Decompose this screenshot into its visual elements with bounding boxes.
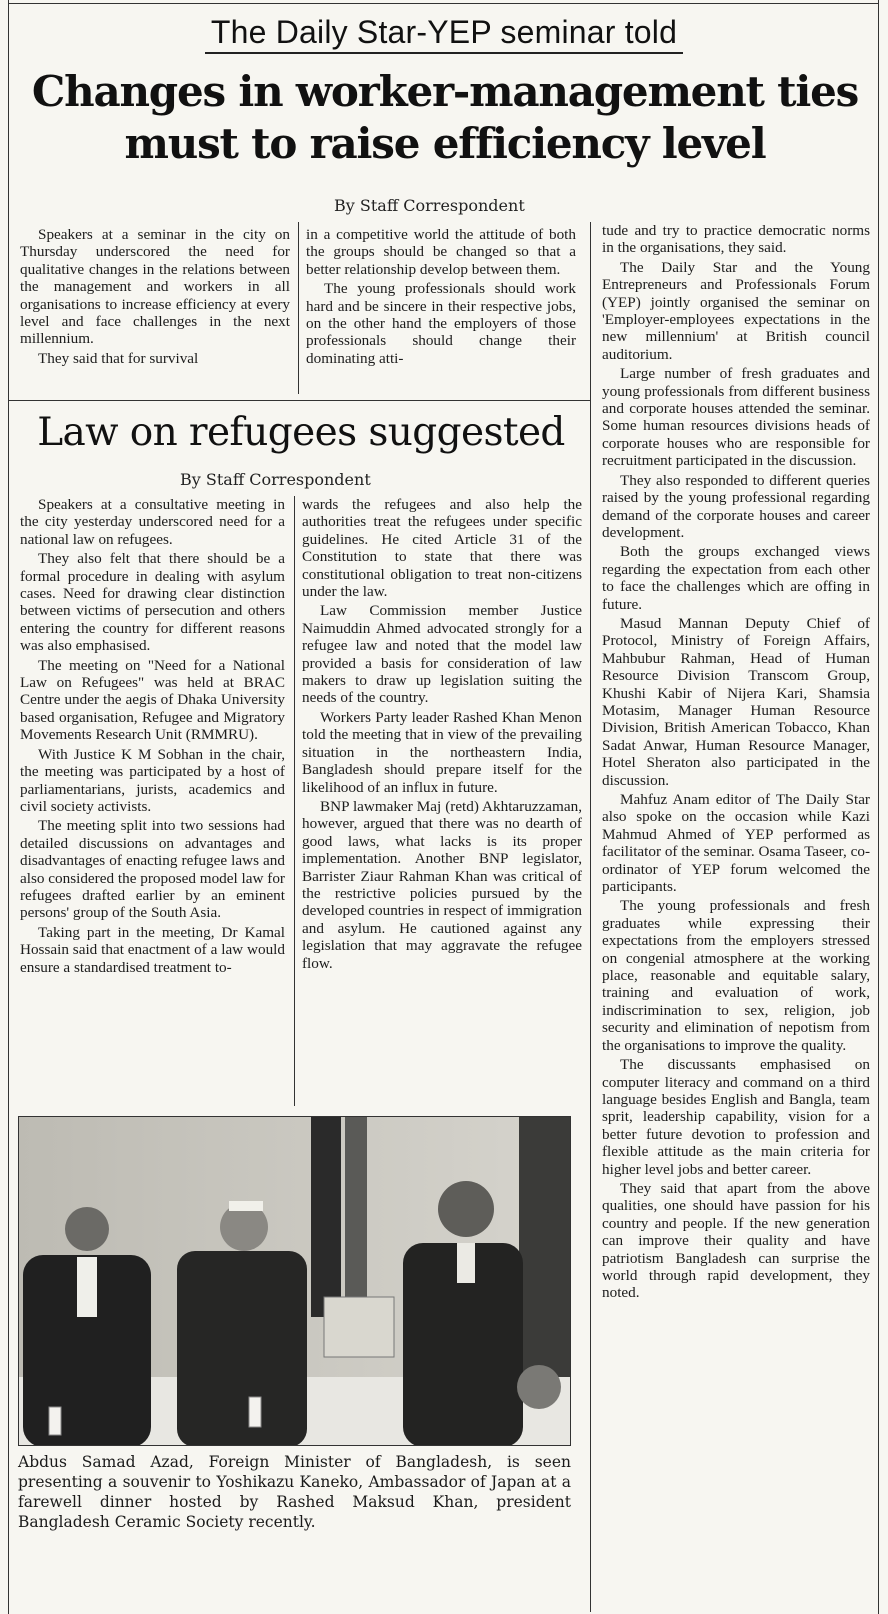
story-column-2	[306, 226, 576, 392]
story-column-1	[20, 226, 290, 392]
story-column-3	[602, 222, 870, 1610]
left-border	[8, 0, 9, 1614]
right-border	[878, 0, 879, 1614]
paragraph: BNP lawmaker Maj (retd) Akhtaruzzaman, however, argued that there was no dearth of good laws, what lacks is its proper implementation. Another BNP legislator, Barrister Ziaur Rahman Khan was critical of the restrictive policies pursued by the developed countries in respect of immigration and asylum. He cautioned against any legislation that may aggravate the refugee flow.	[302, 797, 582, 972]
paragraph: Speakers at a seminar in the city on Thursday underscored the need for qualitative changes in the relations between the management and workers in all organisations to increase efficiency at every level and face challenges in the next millennium.	[20, 226, 290, 348]
paragraph: Mahfuz Anam editor of The Daily Star also spoke on the occasion while Kazi Mahmud Ahmed of YEP performed as facilitator of the seminar. Osama Taseer, co-ordinator of YEP forum welcomed the participants.	[602, 791, 870, 896]
refugee-column-1	[20, 496, 285, 1106]
paragraph: Workers Party leader Rashed Khan Menon told the meeting that in view of the prevailing situation in the northeastern India, Bangladesh should prepare itself for the likelihood of an influx in future.	[302, 708, 582, 796]
news-photo	[18, 1116, 571, 1446]
column-divider	[590, 222, 591, 1612]
paragraph: Masud Mannan Deputy Chief of Protocol, Ministry of Foreign Affairs, Mahbubur Rahman, Head of Human Resource Division Transcom Group, Khushi Kabir of Nijera Kari, Shamsia Motasim, Manager Human Resource Division, British American Tobacco, Khan Sadat Anwar, Human Resource Manager, Hotel Sheraton also participated in the discussion.	[602, 614, 870, 789]
top-rule	[8, 3, 878, 4]
refugee-byline: By Staff Correspondent	[180, 470, 371, 489]
paragraph: They said that for survival	[38, 349, 199, 367]
paragraph: The discussants emphasised on computer literacy and command on a third language besides English and Bangla, team sprit, leadership capability, vision for a better future devotion to profession and flexible attitude as the main criteria for higher level jobs and better career.	[602, 1056, 870, 1178]
paragraph: They also felt that there should be a formal procedure in dealing with asylum cases. Need for drawing clear distinction between victims of persecution and others entering the country for different reasons was also emphasised.	[20, 550, 285, 655]
paragraph: The young professionals should work hard and be sincere in their respective jobs, on the other hand the employers of those professionals should change their dominating atti-	[306, 280, 576, 367]
paragraph: in a competitive world the attitude of both the groups should be changed so that a better relationship develop between them.	[306, 226, 576, 278]
paragraph: wards the refugees and also help the authorities treat the refugees under specific guidelines. He cited Article 31 of the Constitution to state that there was constitutional obligation to treat non-citizens under the law.	[302, 496, 582, 601]
story-byline: By Staff Correspondent	[334, 196, 525, 215]
column-divider	[294, 496, 295, 1106]
paragraph: They also responded to different queries raised by the young professional regarding demand of the corporate houses and career development.	[602, 471, 870, 541]
refugee-headline: Law on refugees suggested	[37, 410, 565, 455]
photo-caption: Abdus Samad Azad, Foreign Minister of Bangladesh, is seen presenting a souvenir to Yoshikazu Kaneko, Ambassador of Japan at a farewell dinner hosted by Rashed Maksud Khan, president Bangladesh Ceramic Society recently.	[18, 1453, 571, 1531]
story-kicker: The Daily Star-YEP seminar told	[0, 14, 888, 51]
column-divider	[298, 222, 299, 394]
paragraph: Large number of fresh graduates and young professionals from different business and corporate houses attended the seminar. Some human resources divisions heads of corporate houses who are responsible for recruitment participated in the discussion.	[602, 365, 870, 470]
story-divider	[8, 400, 590, 401]
paragraph: They said that apart from the above qualities, one should have passion for his country and people. If the new generation can improve their quality and have patriotism Bangladesh can surprise the world through rapid development, they noted.	[602, 1179, 870, 1302]
refugee-column-2	[302, 496, 582, 1106]
paragraph: Taking part in the meeting, Dr Kamal Hossain said that enactment of a law would ensure a standardised treatment to-	[20, 923, 285, 976]
photo-illustration	[19, 1117, 571, 1446]
paragraph: With Justice K M Sobhan in the chair, the meeting was participated by a host of parliamentarians, jurists, academics and civil society activists.	[20, 745, 285, 815]
paragraph: Speakers at a consultative meeting in the city yesterday underscored need for a national law on refugees.	[20, 496, 285, 548]
paragraph: The meeting on "Need for a National Law on Refugees" was held at BRAC Centre under the aegis of Dhaka University based organisation, Refugee and Migratory Movements Research Unit (RMMRU).	[20, 656, 285, 744]
paragraph: Both the groups exchanged views regarding the expectation from each other to face the challenges which are offing in future.	[602, 543, 870, 613]
story-headline: Changes in worker-management ties must to raise efficiency level	[31, 67, 859, 168]
paragraph: Law Commission member Justice Naimuddin Ahmed advocated strongly for a refugee law and noted that the model law provided a basis for consideration of law makers to draw up legislation suiting the needs of the country.	[302, 602, 582, 707]
paragraph: The Daily Star and the Young Entrepreneurs and Professionals Forum (YEP) jointly organised the seminar on 'Employer-employees expectations in the new millennium' at British council auditorium.	[602, 258, 870, 363]
paragraph: The meeting split into two sessions had detailed discussions on advantages and disadvantages of enacting refugee laws and also considered the proposed model law for refugees drafted earlier by an eminent persons' group of the South Asia.	[20, 817, 285, 922]
paragraph: tude and try to practice democratic norms in the organisations, they said.	[602, 222, 870, 257]
paragraph: The young professionals and fresh graduates while expressing their expectations from the employers stressed on congenial atmosphere at the working place, reasonable and equitable salary, training and evaluation of work, indiscrimination to sex, religion, job security and elimination of nepotism from the organisations to improve the quality.	[602, 897, 870, 1054]
